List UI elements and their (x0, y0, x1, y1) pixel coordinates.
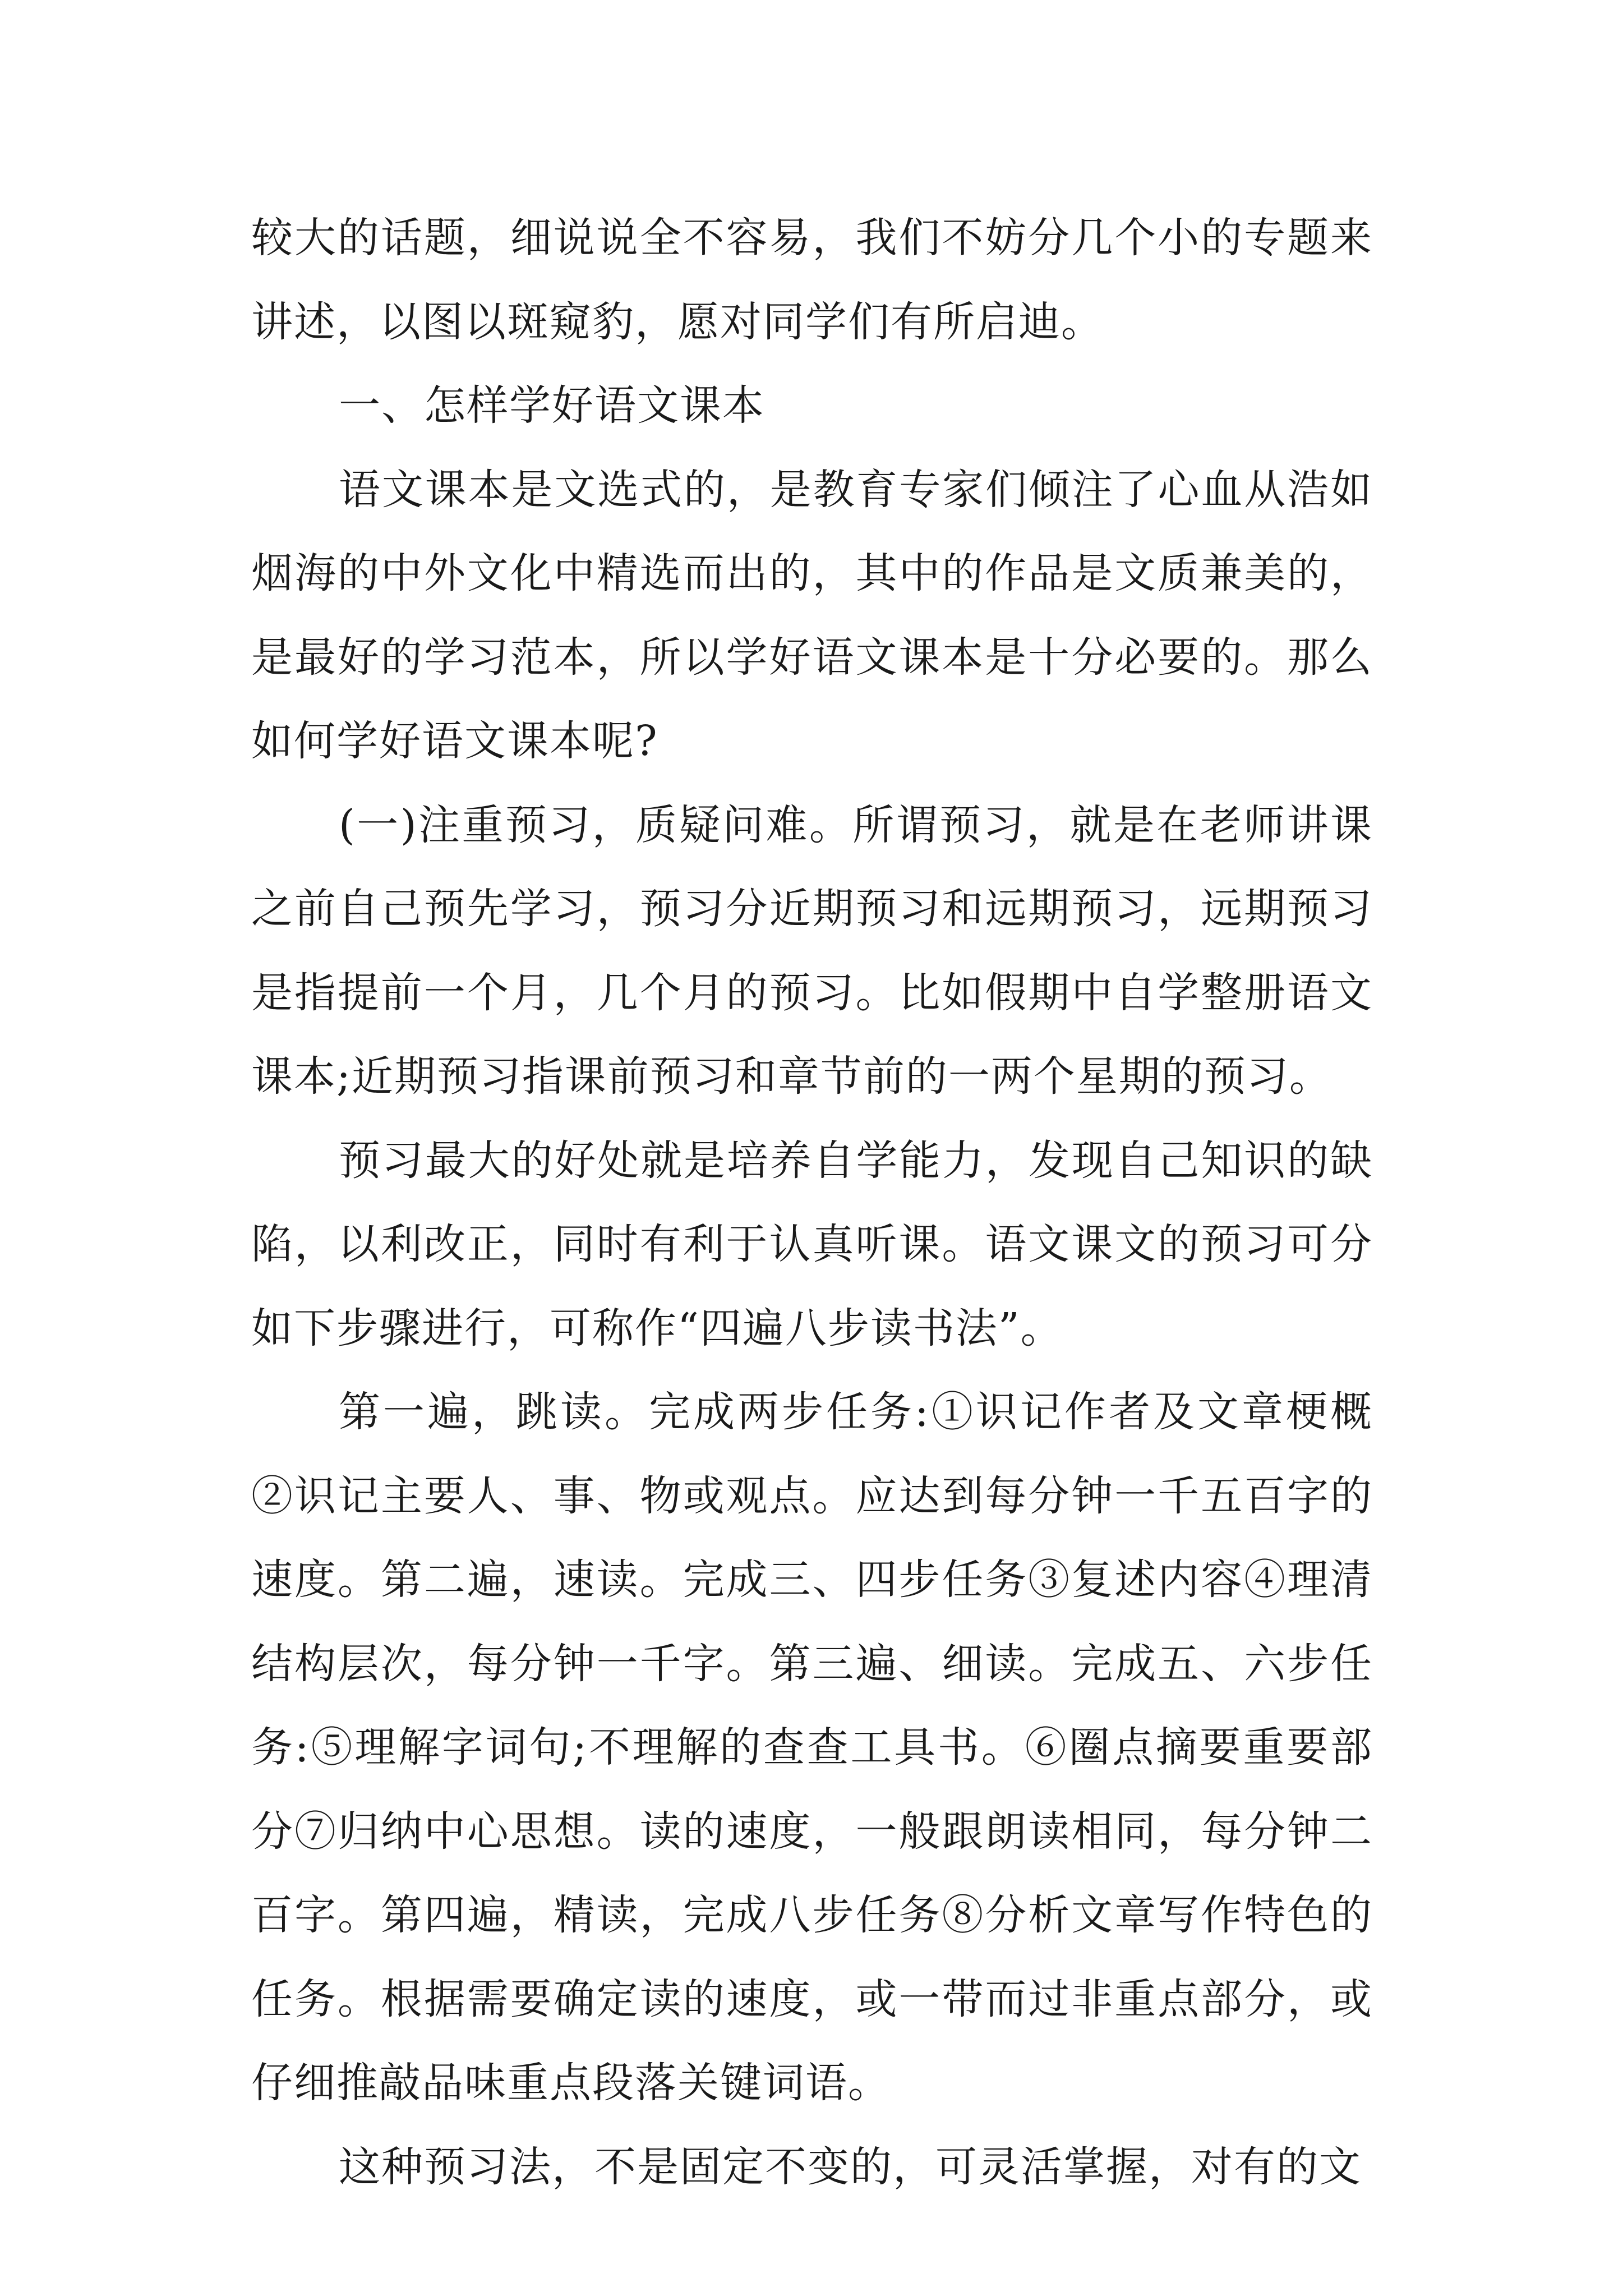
paragraph-preview-benefits: 预习最大的好处就是培养自学能力，发现自己知识的缺陷，以利改正，同时有利于认真听课。语文课文的预习可分如下步骤进行，可称作“四遍八步读书法”。 (251, 1136, 1373, 1352)
document-body (251, 196, 1373, 2209)
paragraph-four-readings: 第一遍，跳读。完成两步任务:①识记作者及文章梗概②识记主要人、事、物或观点。应达到每分钟一千五百字的速度。第二遍，速读。完成三、四步任务③复述内容④理清结构层次，每分钟一千字。第三遍、细读。完成五、六步任务:⑤理解字词句;不理解的查查工具书。⑥圈点摘要重要部分⑦归纳中心思想。读的速度，一般跟朗读相同，每分钟二百字。第四遍，精读，完成八步任务⑧分析文章写作特色的任务。根据需要确定读的速度，或一带而过非重点部分，或仔细推敲品味重点段落关键词语。 (251, 1388, 1373, 2107)
paragraph-flexibility-note: 这种预习法，不是固定不变的，可灵活掌握，对有的文 (339, 2142, 1362, 2191)
section-heading: 一、怎样学好语文课本 (339, 381, 765, 430)
paragraph-intro-continued: 较大的话题，细说说全不容易，我们不妨分几个小的专题来讲述，以图以斑窥豹，愿对同学们有所启迪。 (251, 214, 1373, 346)
paragraph-preview-section: (一)注重预习，质疑问难。所谓预习，就是在老师讲课之前自己预先学习，预习分近期预习和远期预习，远期预习是指提前一个月，几个月的预习。比如假期中自学整册语文课本;近期预习指课前预习和章节前的一两个星期的预习。 (251, 800, 1373, 1101)
paragraph-textbook-intro: 语文课本是文选式的，是教育专家们倾注了心血从浩如烟海的中外文化中精选而出的，其中的作品是文质兼美的，是最好的学习范本，所以学好语文课本是十分必要的。那么如何学好语文课本呢? (251, 465, 1373, 765)
